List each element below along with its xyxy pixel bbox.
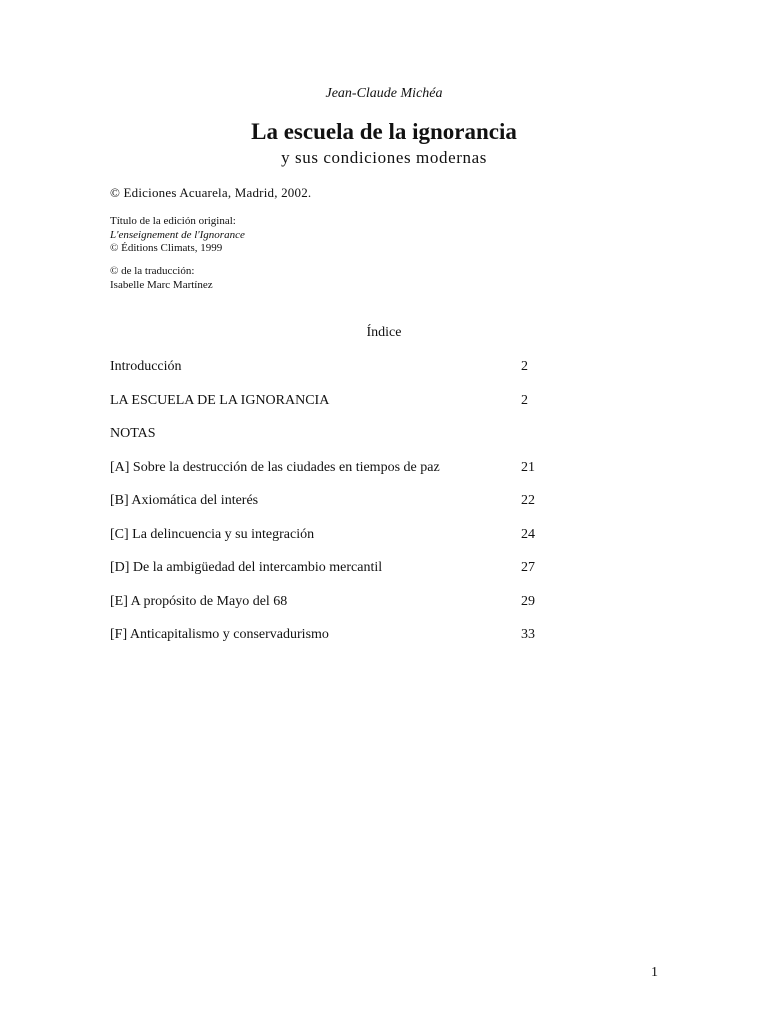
toc-entry-label: [D] De la ambigüedad del intercambio mercantil	[110, 560, 383, 575]
toc-entry-label: NOTAS	[110, 426, 156, 441]
original-title: L'enseignement de l'Ignorance	[110, 228, 245, 241]
toc-entry-page: 22	[521, 493, 535, 508]
toc-entry-label: [C] La delincuencia y su integración	[110, 526, 315, 542]
translator-name: Isabelle Marc Martínez	[110, 278, 213, 291]
toc-entry-page: 21	[521, 459, 535, 475]
table-of-contents	[110, 359, 550, 661]
toc-entry-note-d	[110, 560, 550, 594]
toc-entry-page: 2	[521, 359, 528, 374]
toc-entry-page: 2	[521, 392, 528, 408]
toc-entry-page: 27	[521, 560, 535, 575]
author-name: Jean-Claude Michéa	[325, 86, 443, 101]
toc-entry-page: 24	[521, 526, 535, 542]
toc-entry-label: [E] A propósito de Mayo del 68	[110, 593, 288, 609]
toc-entry-label: [F] Anticapitalismo y conservadurismo	[110, 627, 329, 642]
page-number: 1	[651, 965, 658, 980]
book-title: La escuela de la ignorancia	[251, 119, 517, 144]
toc-entry-label: [A] Sobre la destrucción de las ciudades en tiempos de paz	[110, 459, 440, 475]
toc-entry-note-e	[110, 594, 550, 628]
translation-label: © de la traducción:	[110, 265, 195, 277]
translation-credits	[110, 265, 213, 292]
toc-entry-page: 33	[521, 627, 535, 642]
copyright-line: © Ediciones Acuarela, Madrid, 2002.	[110, 185, 312, 200]
original-edition-credits	[110, 215, 245, 256]
toc-entry-notas	[110, 426, 550, 460]
toc-entry-note-a	[110, 460, 550, 494]
toc-entry-label: [B] Axiomática del interés	[110, 493, 259, 508]
original-publisher: © Éditions Climats, 1999	[110, 242, 223, 254]
original-edition-label: Título de la edición original:	[110, 215, 236, 227]
toc-entry-note-c	[110, 527, 550, 561]
toc-entry-label: Introducción	[110, 359, 182, 374]
toc-entry-note-b	[110, 493, 550, 527]
toc-entry-introduccion	[110, 359, 550, 393]
toc-entry-label: LA ESCUELA DE LA IGNORANCIA	[110, 392, 330, 408]
toc-entry-note-f	[110, 627, 550, 661]
toc-entry-escuela	[110, 393, 550, 427]
index-heading: Índice	[366, 325, 402, 340]
book-subtitle: y sus condiciones modernas	[281, 148, 487, 167]
toc-entry-page: 29	[521, 593, 535, 609]
